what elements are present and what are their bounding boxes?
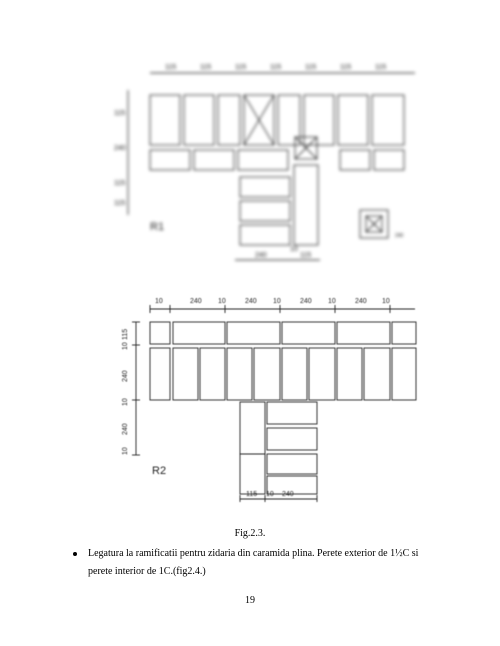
r1-label: R1 <box>150 221 165 233</box>
r2-left-dim: 10 <box>122 447 129 455</box>
r1-bottom-dim: 115 <box>300 252 312 259</box>
r1-top-dim: 115 <box>305 64 317 71</box>
r2-top-dim: 10 <box>218 298 226 305</box>
r1-left-dim: 115 <box>114 200 126 207</box>
r2-top-dim: 10 <box>273 298 281 305</box>
r2-top-dim: 10 <box>382 298 390 305</box>
bullet-text: Legatura la ramificatii pentru zidaria din caramida plina. Perete exterior de 1½C si perete interior de 1C.(fig2.4.) <box>88 548 419 577</box>
r1-left-dim: 115 <box>114 180 126 187</box>
r2-bottom-dim: 240 <box>282 491 294 498</box>
r2-top-dim: 240 <box>245 298 257 305</box>
r2-left-dim: 10 <box>122 398 129 406</box>
r1-top-dim: 115 <box>340 64 352 71</box>
r2-left-dim: 240 <box>122 370 129 382</box>
r2-bottom-dim: 10 <box>266 491 274 498</box>
bullet-paragraph <box>70 545 430 581</box>
r1-top-dim: 115 <box>235 64 247 71</box>
r2-bottom-dim: 115 <box>246 491 258 498</box>
r2-left-dim: 10 <box>122 342 129 350</box>
r2-left-dim: 240 <box>122 423 129 435</box>
r2-label: R2 <box>152 465 167 477</box>
page-number: 19 <box>245 595 255 606</box>
r1-top-dim: 115 <box>270 64 282 71</box>
r2-top-dim: 240 <box>190 298 202 305</box>
r1-top-dim: 115 <box>200 64 212 71</box>
r1-left-dim: 240 <box>114 145 126 152</box>
r2-top-dim: 10 <box>155 298 163 305</box>
r1-left-dim: 115 <box>114 110 126 117</box>
r1-top-dim: 115 <box>375 64 387 71</box>
r1-inset-label: 240 <box>395 233 404 239</box>
r2-top-dim: 240 <box>300 298 312 305</box>
r2-top-dim: 240 <box>355 298 367 305</box>
figure-r1 <box>110 55 420 270</box>
r1-bottom-dim: 240 <box>255 252 267 259</box>
r1-bottom-dim: 10 <box>290 246 298 253</box>
r1-top-dim: 115 <box>165 64 177 71</box>
figure-caption: Fig.2.3. <box>234 528 266 539</box>
r2-top-dim: 10 <box>328 298 336 305</box>
r2-left-dim: 115 <box>122 328 129 340</box>
figure-r2 <box>110 290 420 502</box>
